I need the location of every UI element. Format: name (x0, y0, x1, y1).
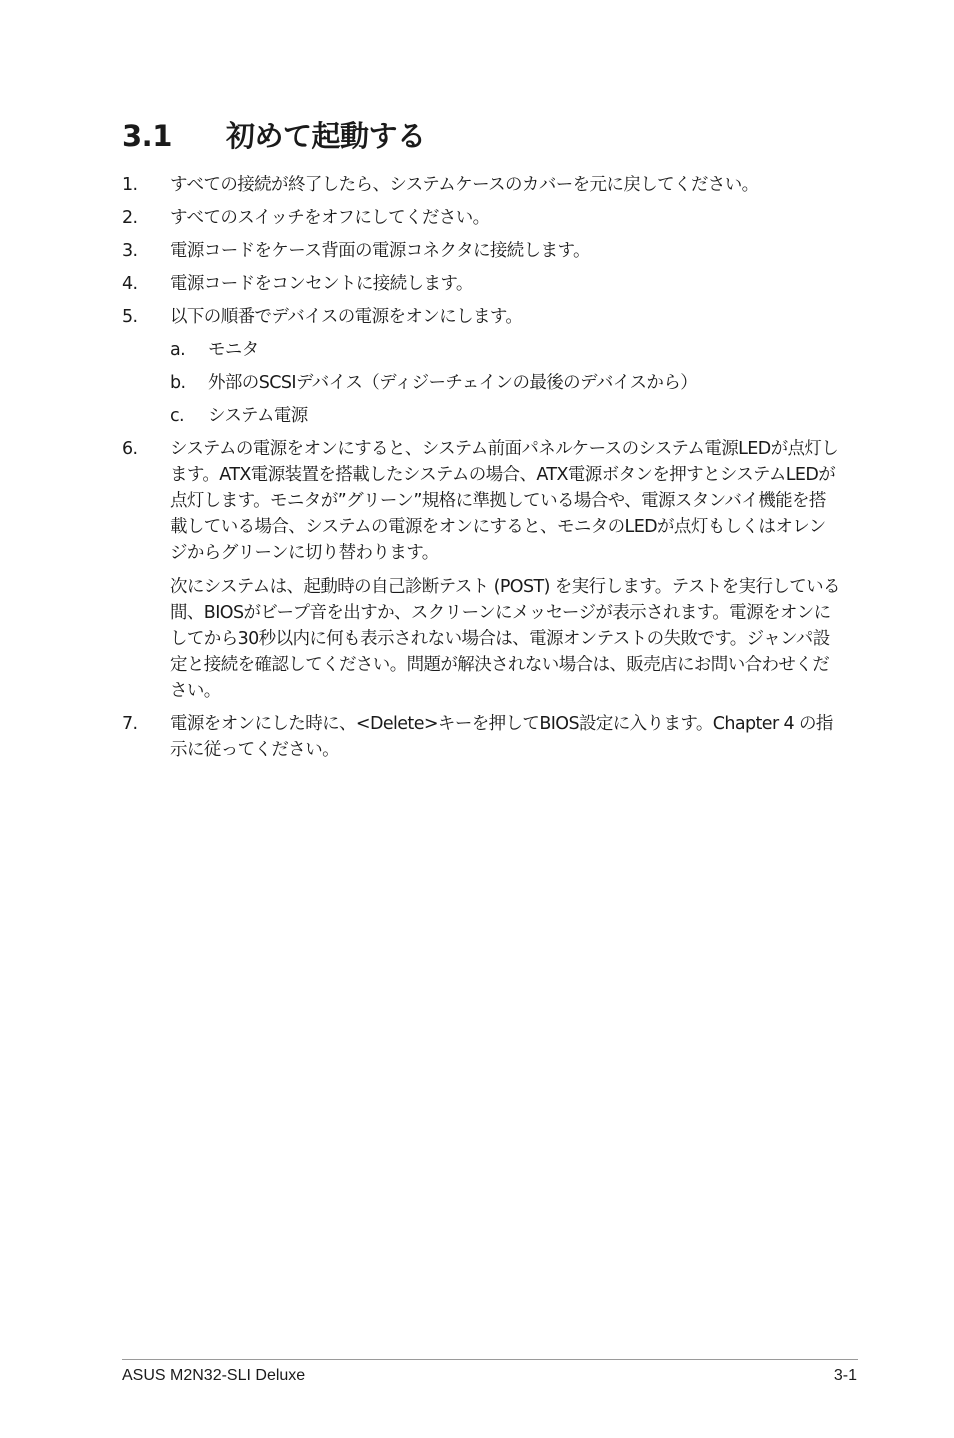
step-number: 5. (122, 307, 138, 327)
step-text: 電源コードをケース背面の電源コネクタに接続します。 (170, 241, 590, 261)
step-number: 4. (122, 274, 138, 294)
step-6 (122, 436, 842, 704)
step-4 (122, 271, 842, 297)
step-3 (122, 238, 842, 264)
step-body (170, 304, 842, 429)
step-1 (122, 172, 842, 198)
footer-product-name: ASUS M2N32-SLI Deluxe (122, 1367, 306, 1384)
substep-b (170, 370, 842, 396)
substep-letter: a. (170, 340, 186, 360)
section-title: 初めて起動する (226, 119, 426, 153)
page-number: 3-1 (833, 1367, 857, 1384)
section-heading (122, 114, 426, 155)
substep-text: 外部のSCSIデバイス（ディジーチェインの最後のデバイスから） (208, 373, 698, 393)
step-2 (122, 205, 842, 231)
substep-a (170, 337, 842, 363)
step-number: 7. (122, 714, 138, 734)
step-number: 1. (122, 175, 138, 195)
footer-divider (122, 1359, 858, 1360)
substep-c (170, 403, 842, 429)
step-number: 2. (122, 208, 138, 228)
step-5 (122, 304, 842, 429)
section-number: 3.1 (122, 119, 172, 153)
step-text: 電源コードをコンセントに接続します。 (170, 274, 473, 294)
step-number: 3. (122, 241, 138, 261)
substep-text: モニタ (208, 340, 259, 360)
step-text: 以下の順番でデバイスの電源をオンにします。 (170, 307, 523, 327)
substep-letter: b. (170, 373, 186, 393)
substep-letter: c. (170, 406, 184, 426)
step-7 (122, 711, 842, 763)
step-extra-paragraph: 次にシステムは、起動時の自己診断テスト (POST) を実行します。テストを実行している間、BIOSがビープ音を出すか、スクリーンにメッセージが表示されます。電源をオンにしてから30秒以内に何も表示されない場合は、電源オンテストの失敗です。ジャンパ設定と接続を確認してください。問題が解決されない場合は、販売店にお問い合わせください。 (170, 577, 840, 701)
substep-text: システム電源 (208, 406, 308, 426)
step-number: 6. (122, 439, 138, 459)
startup-steps-list (122, 172, 842, 770)
step-text: すべてのスイッチをオフにしてください。 (170, 208, 490, 228)
step-body (170, 436, 842, 704)
step-text: 電源をオンにした時に、<Delete>キーを押してBIOS設定に入ります。Chapter 4 の指示に従ってください。 (170, 714, 833, 760)
step-text: システムの電源をオンにすると、システム前面パネルケースのシステム電源LEDが点灯します。ATX電源装置を搭載したシステムの場合、ATX電源ボタンを押すとシステムLEDが点灯します。モニタが”グリーン”規格に準拠している場合や、電源スタンバイ機能を搭載している場合、システムの電源をオンにすると、モニタのLEDが点灯もしくはオレンジからグリーンに切り替わります。 (170, 439, 839, 563)
step-text: すべての接続が終了したら、システムケースのカバーを元に戻してください。 (170, 175, 759, 195)
